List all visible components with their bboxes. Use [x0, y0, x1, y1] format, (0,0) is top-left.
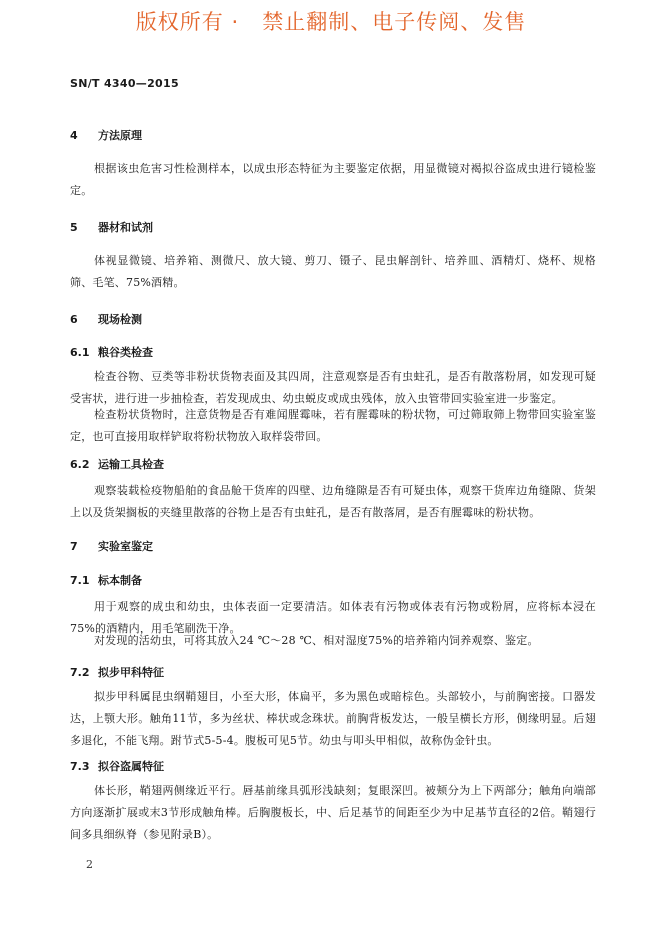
section-number: 6.1 — [70, 346, 90, 359]
section-heading-7-3 — [70, 758, 164, 774]
section-7-2-paragraph: 拟步甲科属昆虫纲鞘翅目，小至大形，体扁平，多为黑色或暗棕色。头部较小，与前胸密接。口器发达，上颚大形。触角11节，多为丝状、棒状或念珠状。前胸背板发达，一般呈横长方形，侧缘明显。后翅多退化，不能飞翔。跗节式5-5-4。腹板可见5节。幼虫与叩头甲相似，故称伪金针虫。 — [70, 690, 596, 747]
section-7-1-paragraph-1: 用于观察的成虫和幼虫，虫体表面一定要清洁。如体表有污物或体表有污物或粉屑，应将标本浸在75%的酒精内，用毛笔刷洗干净。 — [70, 600, 596, 635]
section-6-1-paragraph-1: 检查谷物、豆类等非粉状货物表面及其四周，注意观察是否有虫蛀孔，是否有散落粉屑，如发现可疑受害状，进行进一步抽检查，若发现成虫、幼虫蜕皮或成虫残体，放入虫管带回实验室进一步鉴定。 — [70, 370, 596, 405]
copyright-watermark: 版权所有 · 禁止翻制、电子传阅、发售 — [135, 10, 527, 34]
section-title: 标本制备 — [98, 574, 142, 587]
standard-number: SN/T 4340—2015 — [70, 77, 179, 90]
section-number: 6.2 — [70, 458, 90, 471]
section-heading-6-2 — [70, 456, 164, 472]
section-number: 6 — [70, 313, 78, 326]
section-heading-7-1 — [70, 572, 142, 588]
section-5-paragraph: 体视显微镜、培养箱、测微尺、放大镜、剪刀、镊子、昆虫解剖针、培养皿、酒精灯、烧杯、规格筛、毛笔、75%酒精。 — [70, 254, 596, 289]
section-4-paragraph: 根据该虫危害习性检测样本，以成虫形态特征为主要鉴定依据，用显微镜对褐拟谷盗成虫进行镜检鉴定。 — [70, 162, 596, 197]
section-heading-5 — [70, 219, 153, 235]
section-title: 方法原理 — [98, 129, 142, 142]
section-title: 实验室鉴定 — [98, 540, 153, 553]
section-number: 7 — [70, 540, 78, 553]
section-7-1-paragraph-2: 对发现的活幼虫，可将其放入24 ℃～28 ℃、相对湿度75%的培养箱内饲养观察、鉴定。 — [94, 634, 539, 647]
section-title: 器材和试剂 — [98, 221, 153, 234]
section-heading-4 — [70, 127, 142, 143]
section-title: 运输工具检查 — [98, 458, 164, 471]
section-title: 拟步甲科特征 — [98, 666, 164, 679]
section-number: 7.1 — [70, 574, 90, 587]
section-title: 拟谷盗属特征 — [98, 760, 164, 773]
section-heading-7-2 — [70, 664, 164, 680]
section-number: 7.3 — [70, 760, 90, 773]
section-number: 4 — [70, 129, 78, 142]
section-heading-6 — [70, 311, 142, 327]
page-number: 2 — [86, 858, 93, 871]
section-number: 5 — [70, 221, 78, 234]
section-heading-7 — [70, 538, 153, 554]
section-title: 粮谷类检查 — [98, 346, 153, 359]
section-title: 现场检测 — [98, 313, 142, 326]
section-6-2-paragraph: 观察装载检疫物船舶的食品舱干货库的四壁、边角缝隙是否有可疑虫体，观察干货库边角缝隙、货架上以及货架搁板的夹缝里散落的谷物上是否有虫蛀孔，是否有散落屑，是否有腥霉味的粉状物。 — [70, 484, 596, 519]
section-heading-6-1 — [70, 344, 153, 360]
section-6-1-paragraph-2: 检查粉状货物时，注意货物是否有难闻腥霉味，若有腥霉味的粉状物，可过筛取筛上物带回实验室鉴定，也可直接用取样铲取将粉状物放入取样袋带回。 — [70, 408, 596, 443]
section-7-3-paragraph: 体长形，鞘翅两侧缘近平行。唇基前缘具弧形浅缺刻；复眼深凹。被颊分为上下两部分；触角向端部方向逐渐扩展或末3节形成触角棒。后胸腹板长，中、后足基节的间距至少为中足基节直径的2倍。鞘翅行间多具细纵脊（参见附录B）。 — [70, 784, 596, 841]
section-number: 7.2 — [70, 666, 90, 679]
